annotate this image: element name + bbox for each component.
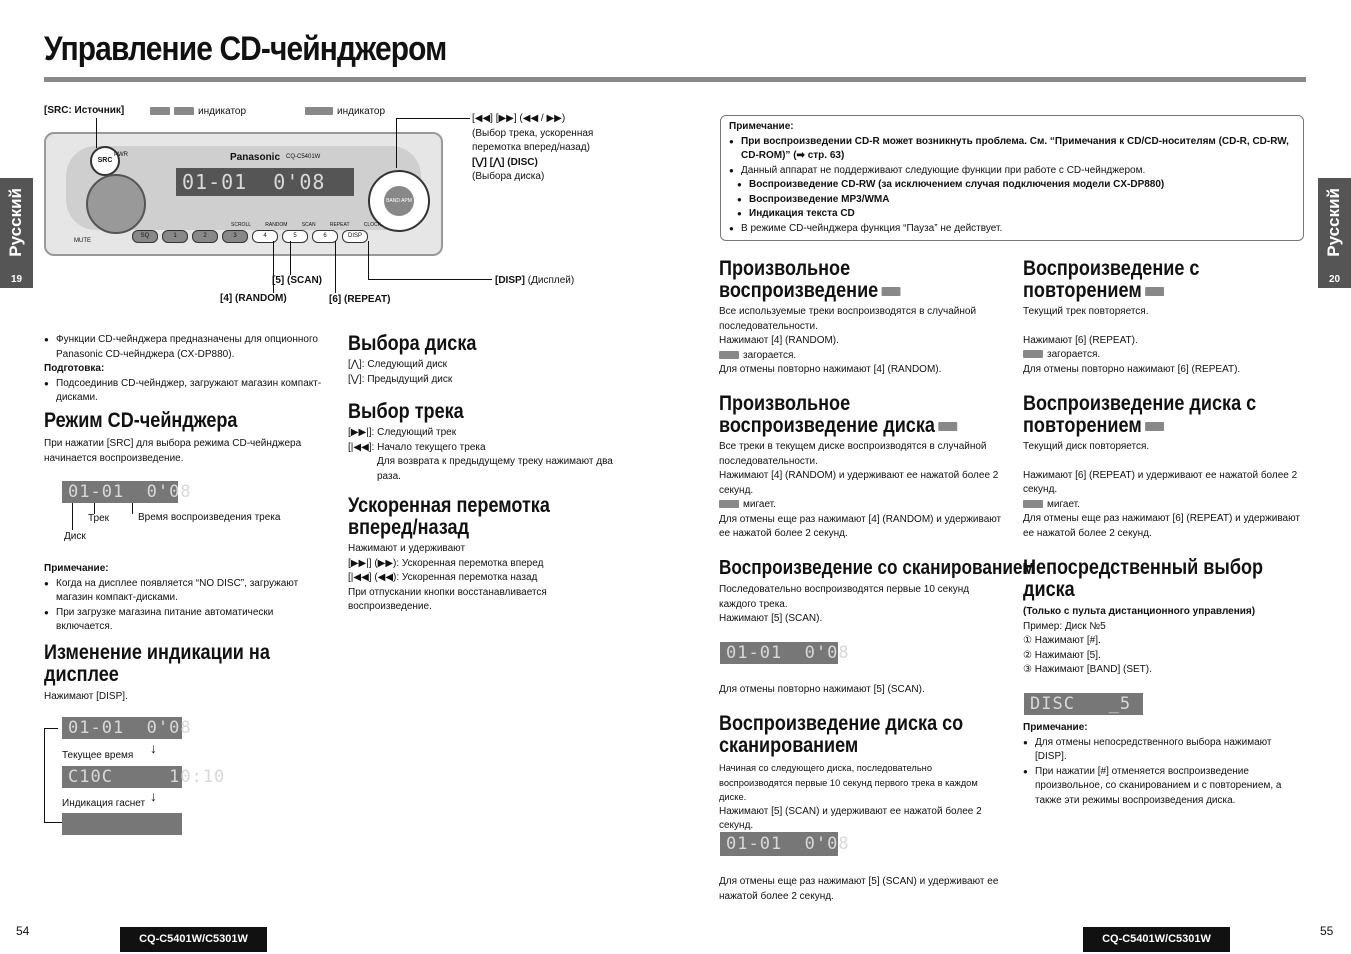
repeat-chip xyxy=(174,107,194,115)
title-line: сканированием xyxy=(719,734,859,757)
disc-repeat-text xyxy=(1023,440,1308,541)
example: Пример: Диск №5 xyxy=(1023,620,1106,632)
title-line: повторением xyxy=(1023,414,1142,437)
arrow-down-icon: ↓ xyxy=(150,740,157,756)
current-time-label: Текущее время xyxy=(62,750,134,761)
disc-repeat-title xyxy=(1023,393,1256,437)
repeat-text xyxy=(1023,305,1308,377)
page-number-left: 54 xyxy=(16,924,30,938)
cancel: Для отмены повторно нажимают [6] (REPEAT). xyxy=(1023,363,1241,375)
repeat-title xyxy=(1023,258,1199,302)
language-tab-right xyxy=(1318,178,1351,288)
title-line: вперед/назад xyxy=(348,516,470,539)
disc-next: [⋀]: Следующий диск xyxy=(348,359,448,370)
track-next: [▶▶|]: Следующий трек xyxy=(348,427,457,438)
title-line: Воспроизведение диска со xyxy=(719,712,964,735)
leader-line xyxy=(368,241,369,279)
press: Нажимают [4] (RANDOM). xyxy=(719,335,839,346)
callout-track-keys xyxy=(472,112,612,185)
scan-text xyxy=(719,583,1004,627)
page-title: Управление CD-чейнджером xyxy=(44,30,447,68)
leader-line xyxy=(96,118,97,148)
volume-knob[interactable] xyxy=(86,174,146,234)
leader-line xyxy=(368,279,492,280)
leader-line xyxy=(396,118,397,168)
title-line: Воспроизведение диска с xyxy=(1023,392,1257,415)
cycle-line xyxy=(44,822,63,823)
disc-select-title: Выбора диска xyxy=(348,332,477,355)
intro-text: ● Функции CD-чейнджера предназначены для опционного Panasonic CD-чейнджера (CX-DP880). xyxy=(44,333,326,362)
note-subitem: ● Воспроизведение MP3/WMA xyxy=(737,193,1295,208)
title-line: Изменение индикации на xyxy=(44,641,270,664)
ff-hold: Нажимают и удерживают xyxy=(348,543,466,554)
blink: мигает. xyxy=(743,499,776,510)
disc-select-list xyxy=(348,358,452,387)
title-line: Непосредственный выбор xyxy=(1023,556,1264,579)
disc-label: Диск xyxy=(64,531,86,542)
track-keys-label: [◀◀] [▶▶] (◀◀ / ▶▶) xyxy=(472,113,566,124)
button-label: SCROLL xyxy=(231,222,252,228)
mode-title: Режим CD-чейнджера xyxy=(44,409,238,432)
desc: Все треки в текущем диске воспроизводятся в случайной последовательности. xyxy=(719,441,987,467)
changer-chip xyxy=(305,107,333,115)
preset-2-button[interactable]: 2 xyxy=(192,230,218,243)
note-item: ● При нажатии [#] отменяется воспроизведение произвольное, со сканированием и с повторением, а также эти режимы воспроизведения диска. xyxy=(1023,765,1293,809)
title-line: дисплее xyxy=(44,663,119,686)
cancel: Для отмены еще раз нажимают [4] (RANDOM) и удерживают ее нажатой более 2 секунд. xyxy=(719,513,1002,539)
track-label: Трек xyxy=(88,513,110,524)
direct-note xyxy=(1023,721,1293,808)
lit: загорается. xyxy=(743,349,797,361)
disc-scan-text xyxy=(719,761,1004,834)
note-label: Примечание: xyxy=(1023,722,1088,733)
track-lcd: 01-01 0'08 xyxy=(62,481,178,503)
tab-page-number: 19 xyxy=(10,274,23,285)
random-button[interactable]: 4 xyxy=(252,230,278,243)
repeat-chip xyxy=(1145,287,1164,296)
step: ① Нажимают [#]. xyxy=(1023,635,1101,646)
random-chip xyxy=(882,287,901,296)
press: Нажимают [5] (SCAN). xyxy=(719,613,823,624)
note-item: ● Данный аппарат не поддерживают следующие функции при работе с CD-чейнджером. xyxy=(729,164,1295,179)
blank-lcd xyxy=(62,813,182,835)
pwr-label: PWR xyxy=(114,152,128,158)
disc-keys-label: [⋁] [⋀] (DISC) xyxy=(472,156,538,168)
random-title xyxy=(719,258,901,302)
device-lcd: 01-01 0'08 xyxy=(176,168,354,196)
note-item: ● Для отмены непосредственного выбора нажимают [DISP]. xyxy=(1023,736,1293,765)
cancel: Для отмены еще раз нажимают [6] (REPEAT) и удерживают ее нажатой более 2 секунд. xyxy=(1023,513,1300,539)
track-select-list xyxy=(348,426,623,484)
desc: Последовательно воспроизводятся первые 10 секунд каждого трека. xyxy=(719,584,970,610)
random-text xyxy=(719,305,1004,378)
callout-indicator-2: индикатор xyxy=(305,105,385,120)
title-line: диска xyxy=(1023,578,1075,601)
disc-keys-desc: (Выбора диска) xyxy=(472,171,545,182)
random-chip xyxy=(719,351,739,359)
prep-text: ● Подсоединив CD-чейнджер, загружают магазин компакт-дисками. xyxy=(44,377,326,406)
desc: Текущий трек повторяется. xyxy=(1023,306,1149,317)
desc: Текущий диск повторяется. xyxy=(1023,441,1150,452)
preset-3-button[interactable]: 3 xyxy=(222,230,248,243)
repeat-button[interactable]: 6 xyxy=(312,230,338,243)
scan-cancel: Для отмены повторно нажимают [5] (SCAN). xyxy=(719,684,925,695)
leader-line xyxy=(72,503,73,530)
band-apm-button[interactable]: BAND APM xyxy=(384,186,414,216)
press: Нажимают [5] (SCAN) и удерживают ее нажатой более 2 секунд. xyxy=(719,805,982,831)
repeat-chip xyxy=(1023,350,1043,358)
brand: Panasonic xyxy=(230,152,281,163)
time-label: Время воспроизведения трека xyxy=(138,512,281,523)
disc-scan-cancel: Для отмены еще раз нажимают [5] (SCAN) и удерживают ее нажатой более 2 секунд. xyxy=(719,876,999,902)
src-button[interactable]: SRC xyxy=(90,146,120,176)
random-chip xyxy=(150,107,170,115)
ff-title xyxy=(348,495,550,539)
note-label: Примечание: xyxy=(729,121,794,132)
cancel: Для отмены повторно нажимают [4] (RANDOM). xyxy=(719,364,942,375)
model-badge-left: CQ-C5401W/C5301W xyxy=(120,927,267,952)
button-label: CLOCK xyxy=(363,222,381,228)
note-item: ● При загрузке магазина питание автоматически включается. xyxy=(44,606,314,635)
ff-forward: [▶▶|] (▶▶): Ускоренная перемотка вперед xyxy=(348,557,544,569)
disp-button[interactable]: DISP xyxy=(342,230,368,243)
note-label: Примечание: xyxy=(44,563,109,574)
button-labels xyxy=(231,222,381,228)
clock-lcd: 01-01 0'08 xyxy=(62,717,182,739)
button-label: RANDOM xyxy=(265,222,288,228)
arrow-down-icon: ↓ xyxy=(150,788,157,804)
language-tab-label: Русский xyxy=(1324,188,1343,257)
prep-label: Подготовка: xyxy=(44,363,105,374)
blink: мигает. xyxy=(1047,498,1080,510)
title-line: воспроизведение xyxy=(719,279,879,302)
language-tab-label: Русский xyxy=(6,188,25,257)
note-subitem: ● Индикация текста CD xyxy=(737,207,1295,222)
callout-src: [SRC: Источник] xyxy=(44,105,125,116)
disp-change-title xyxy=(44,642,270,686)
page-number-right: 55 xyxy=(1320,924,1334,938)
track-select-title: Выбор трека xyxy=(348,400,464,423)
note-item: ● При воспроизведении CD-R может возникнуть проблема. См. “Примечания к CD/CD-носителям (CD-R, CD-RW, CD-ROM)” (➡ стр. 63) xyxy=(729,135,1295,164)
button-label: SCAN xyxy=(301,222,316,228)
disc-scan-title xyxy=(719,713,963,757)
title-line: воспроизведение диска xyxy=(719,414,935,437)
leader-line xyxy=(396,118,470,119)
button-label: REPEAT xyxy=(329,222,350,228)
time-lcd: C10C 10:10 xyxy=(62,766,182,788)
leader-line xyxy=(290,241,291,275)
model-badge-right: CQ-C5401W/C5301W xyxy=(1083,927,1230,952)
direct-lcd: DISC _5 xyxy=(1024,693,1143,715)
title-line: Ускоренная перемотка xyxy=(348,494,550,517)
disp-text: Нажимают [DISP]. xyxy=(44,691,128,702)
callout-repeat: [6] (REPEAT) xyxy=(329,294,391,305)
model-label: CQ-C5401W xyxy=(286,154,321,160)
note-item: ● В режиме CD-чейнджера функция “Пауза” не действует. xyxy=(729,222,1295,237)
disc-random-title xyxy=(719,393,957,437)
left-intro xyxy=(44,333,326,406)
callout-disp: [DISP] (Дисплей) xyxy=(495,275,575,286)
disc-prev: [⋁]: Предыдущий диск xyxy=(348,373,453,385)
scan-title: Воспроизведение со сканированием xyxy=(719,557,1036,579)
ff-release: При отпускании кнопки восстанавливается воспроизведение. xyxy=(348,586,547,612)
direct-text xyxy=(1023,605,1308,678)
step: ③ Нажимают [BAND] (SET). xyxy=(1023,664,1152,675)
tab-page-number: 20 xyxy=(1328,274,1341,285)
display-off-label: Индикация гаснет xyxy=(62,798,146,809)
leader-line xyxy=(132,503,133,514)
left-note xyxy=(44,562,314,635)
disc-scan-lcd: 01-01 0'08 xyxy=(720,832,838,856)
repeat-chip xyxy=(1023,500,1043,508)
track-prev: [|◀◀]: Начало текущего трека xyxy=(348,441,486,453)
title-line: Произвольное xyxy=(719,392,851,415)
callout-indicator-1: индикатор xyxy=(150,105,246,120)
step: ② Нажимают [5]. xyxy=(1023,649,1101,661)
ff-text xyxy=(348,542,618,615)
note-subitem: ● Воспроизведение CD-RW (за исключением случая подключения модели CX-DP880) xyxy=(737,178,1295,193)
disc-random-text xyxy=(719,440,1004,542)
language-tab-left xyxy=(0,178,33,288)
random-chip xyxy=(719,500,739,508)
press: Нажимают [6] (REPEAT) и удерживают ее нажатой более 2 секунд. xyxy=(1023,469,1298,495)
cycle-line xyxy=(44,728,45,822)
direct-title xyxy=(1023,557,1263,601)
preset-buttons xyxy=(132,230,368,243)
title-divider xyxy=(44,77,1306,82)
title-line: Воспроизведение с xyxy=(1023,257,1200,280)
ff-back: [|◀◀] (◀◀): Ускоренная перемотка назад xyxy=(348,572,538,583)
desc: Все используемые треки воспроизводятся в случайной последовательности. xyxy=(719,306,977,332)
mode-text: При нажатии [SRC] для выбора режима CD-чейнджера начинается воспроизведение. xyxy=(44,438,302,464)
press: Нажимают [6] (REPEAT). xyxy=(1023,334,1138,346)
remote-only: (Только с пульта дистанционного управления) xyxy=(1023,606,1256,617)
track-keys-desc: (Выбор трека, ускоренная перемотка вперед/назад) xyxy=(472,127,594,153)
scan-button[interactable]: 5 xyxy=(282,230,308,243)
note-box xyxy=(720,115,1304,241)
head-unit xyxy=(44,132,443,256)
random-chip xyxy=(938,422,957,431)
callout-random: [4] (RANDOM) xyxy=(220,293,287,304)
callout-scan: [5] (SCAN) xyxy=(272,275,322,286)
preset-1-button[interactable]: 1 xyxy=(162,230,188,243)
note-item: ● Когда на дисплее появляется “NO DISC”, загружают магазин компакт-дисками. xyxy=(44,577,314,606)
lit: загорается. xyxy=(1047,349,1101,360)
repeat-chip xyxy=(1145,422,1164,431)
title-line: Произвольное xyxy=(719,257,851,280)
track-hint: Для возврата к предыдущему треку нажимают два раза. xyxy=(377,456,613,482)
desc: Начиная со следующего диска, последовательно воспроизводятся первые 10 секунд первого трека в каждом диске. xyxy=(719,763,978,802)
cycle-line xyxy=(44,728,58,729)
mute-label: MUTE xyxy=(74,238,91,244)
press: Нажимают [4] (RANDOM) и удерживают ее нажатой более 2 секунд. xyxy=(719,470,999,496)
title-line: повторением xyxy=(1023,279,1142,302)
leader-line xyxy=(335,241,336,293)
scan-lcd: 01-01 0'08 xyxy=(720,642,838,664)
sq-button[interactable]: SQ xyxy=(132,230,158,243)
